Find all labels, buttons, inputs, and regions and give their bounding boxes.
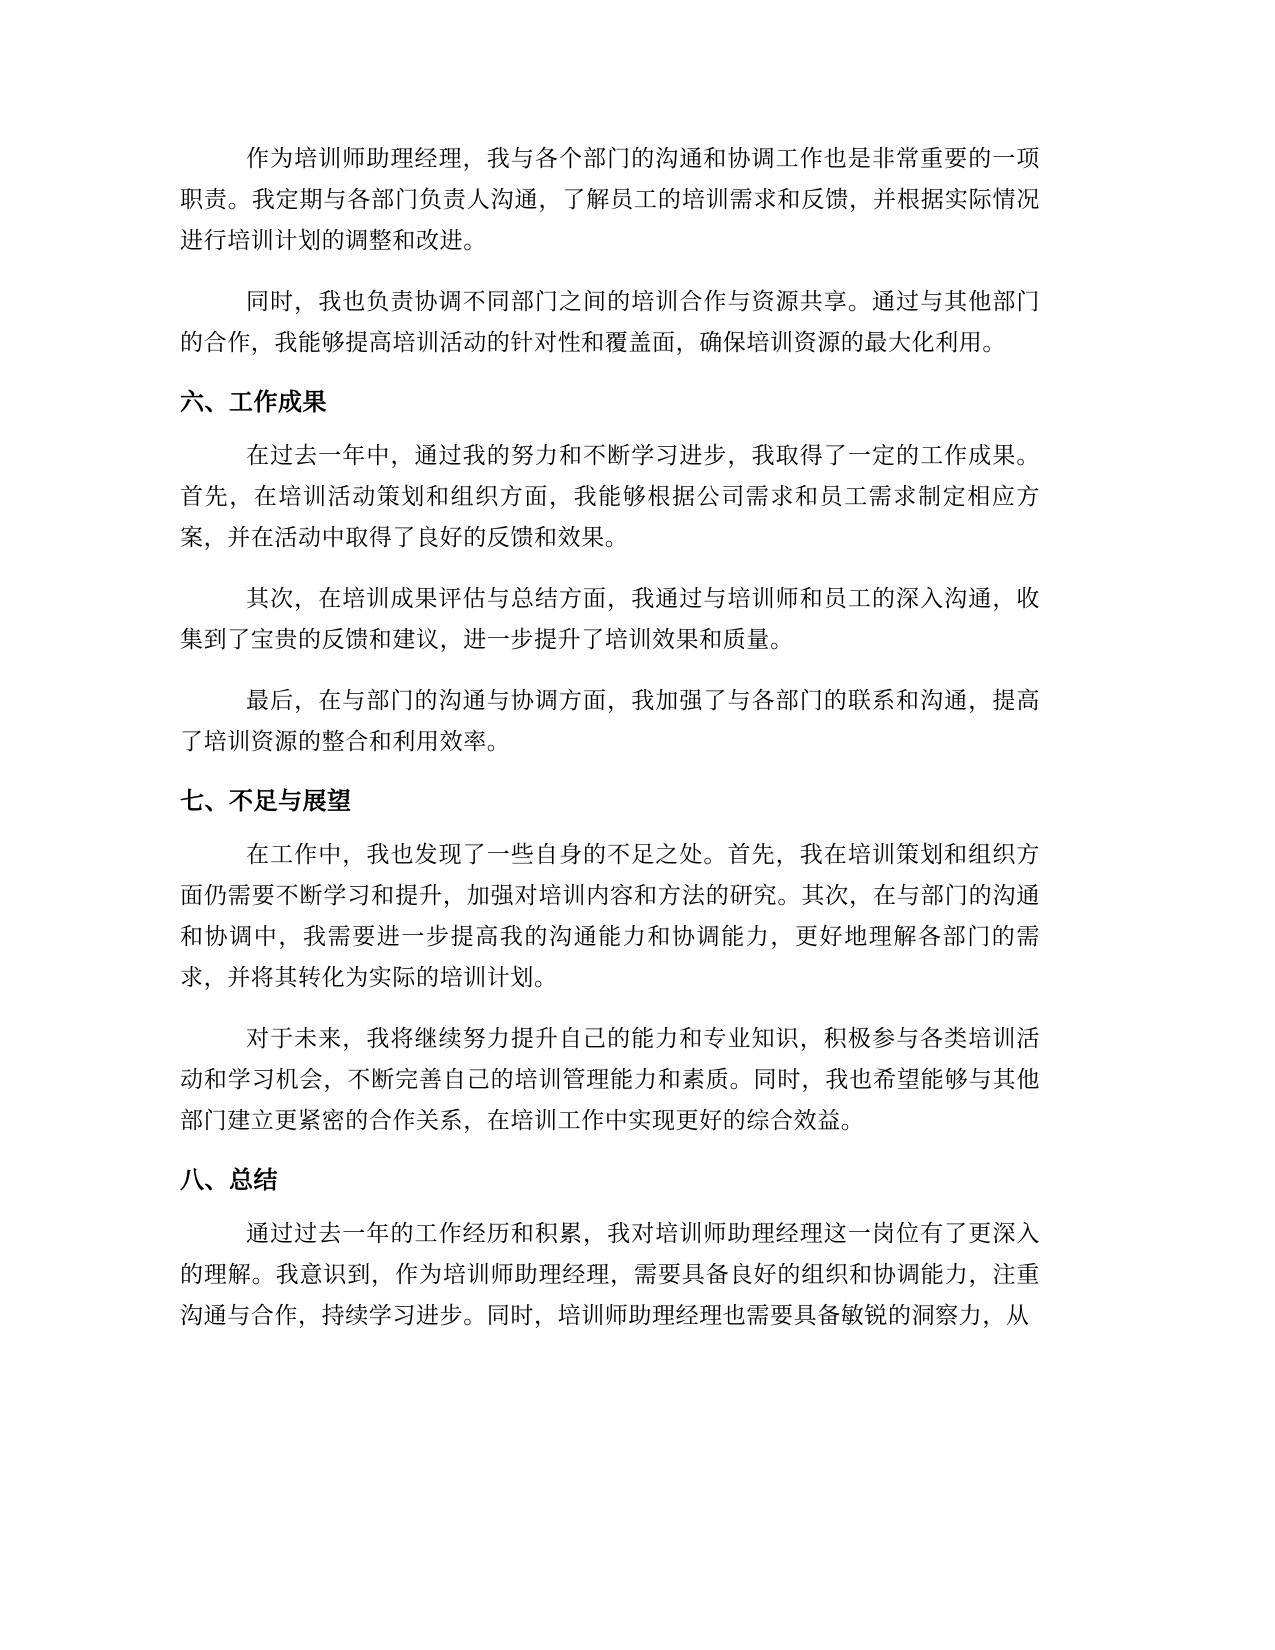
- paragraph-results-2: 其次，在培训成果评估与总结方面，我通过与培训师和员工的深入沟通，收集到了宝贵的反馈和建议，进一步提升了培训效果和质量。: [180, 586, 1040, 653]
- paragraph-outlook-1: 在工作中，我也发现了一些自身的不足之处。首先，我在培训策划和组织方面仍需要不断学习和提升，加强对培训内容和方法的研究。其次，在与部门的沟通和协调中，我需要进一步提高我的沟通能力和协调能力，更好地理解各部门的需求，并将其转化为实际的培训计划。: [180, 842, 1040, 991]
- paragraph-outlook-2: 对于未来，我将继续努力提升自己的能力和专业知识，积极参与各类培训活动和学习机会，不断完善自己的培训管理能力和素质。同时，我也希望能够与其他部门建立更紧密的合作关系，在培训工作中实现更好的综合效益。: [180, 1026, 1040, 1134]
- paragraph-intro-1: 作为培训师助理经理，我与各个部门的沟通和协调工作也是非常重要的一项职责。我定期与各部门负责人沟通，了解员工的培训需求和反馈，并根据实际情况进行培训计划的调整和改进。: [180, 146, 1040, 254]
- document-body: [180, 139, 1040, 1357]
- paragraph-results-3: 最后，在与部门的沟通与协调方面，我加强了与各部门的联系和沟通，提高了培训资源的整合和利用效率。: [180, 688, 1040, 755]
- section-heading-outlook: 七、不足与展望: [180, 787, 352, 815]
- section-heading-results: 六、工作成果: [180, 388, 327, 416]
- section-heading-summary: 八、总结: [180, 1166, 278, 1194]
- paragraph-results-1: 在过去一年中，通过我的努力和不断学习进步，我取得了一定的工作成果。首先，在培训活动策划和组织方面，我能够根据公司需求和员工需求制定相应方案，并在活动中取得了良好的反馈和效果。: [180, 443, 1040, 551]
- paragraph-intro-2: 同时，我也负责协调不同部门之间的培训合作与资源共享。通过与其他部门的合作，我能够提高培训活动的针对性和覆盖面，确保培训资源的最大化利用。: [180, 289, 1040, 356]
- paragraph-summary-1: 通过过去一年的工作经历和积累，我对培训师助理经理这一岗位有了更深入的理解。我意识到，作为培训师助理经理，需要具备良好的组织和协调能力，注重沟通与合作，持续学习进步。同时，培训师助理经理也需要具备敏锐的洞察力，从: [180, 1221, 1040, 1329]
